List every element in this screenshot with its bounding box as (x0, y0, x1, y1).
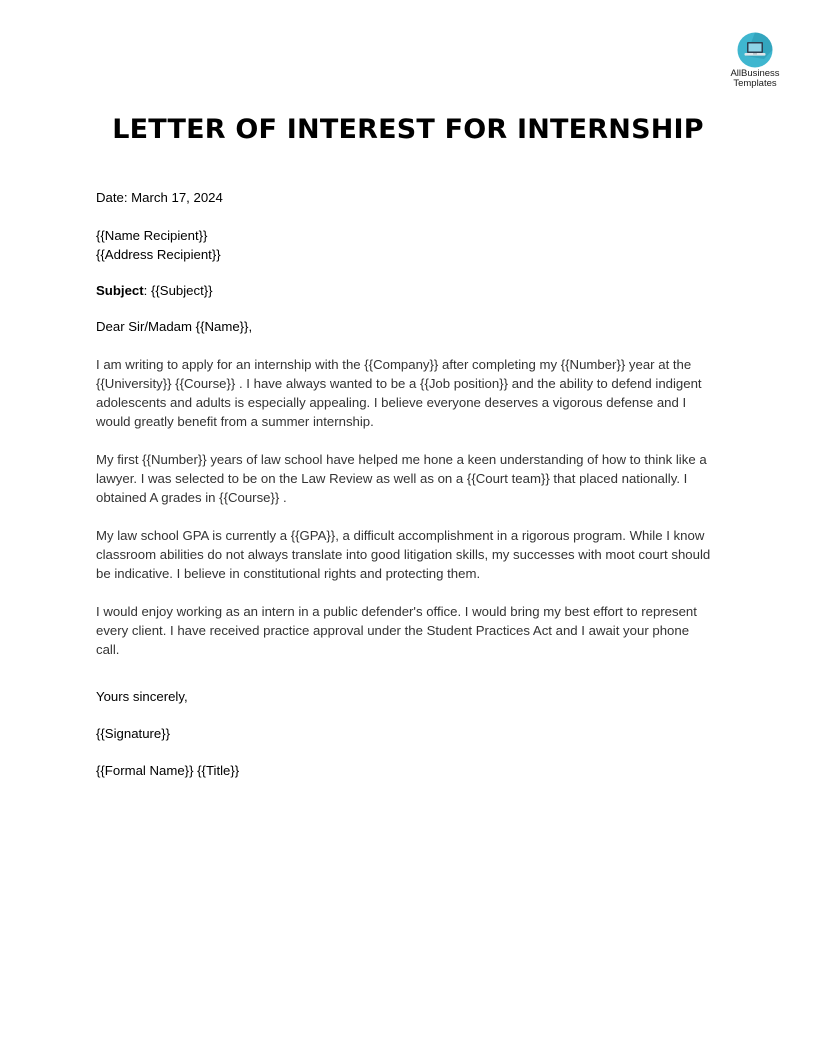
recipient-name: {{Name Recipient}} (96, 228, 208, 243)
subject-label: Subject (96, 283, 144, 298)
logo-line-1: AllBusiness (730, 68, 780, 79)
document-title: LETTER OF INTEREST FOR INTERNSHIP (112, 114, 704, 145)
laptop-icon (737, 32, 773, 68)
date-line: Date: March 17, 2024 (96, 190, 223, 205)
recipient-address: {{Address Recipient}} (96, 247, 221, 262)
paragraph-gpa: My law school GPA is currently a {{GPA}}, a difficult accomplishment in a rigorous program. While I know classroom abilities do not always translate into good litigation skills, my successes with moot court should be indicative. I believe in constitutional rights and protecting them. (96, 528, 711, 581)
paragraph-closing-request: I would enjoy working as an intern in a public defender's office. I would bring my best effort to represent every client. I have received practice approval under the Student Practices Act and I await your phone call. (96, 604, 697, 657)
signature-placeholder: {{Signature}} (96, 726, 171, 741)
allbusiness-templates-logo (722, 32, 788, 89)
letter-body (96, 188, 716, 780)
logo-line-2: Templates (733, 78, 777, 89)
paragraph-law-school: My first {{Number}} years of law school have helped me hone a keen understanding of how to think like a lawyer. I was selected to be on the Law Review as well as on a {{Court team}} that placed nationally. I obtained A grades in {{Course}} . (96, 452, 707, 505)
paragraph-intro: I am writing to apply for an internship with the {{Company}} after completing my {{Number}} year at the {{University}} {{Course}} . I have always wanted to be a {{Job position}} and the ability to defend indigent adolescents and adults is especially appealing. I believe everyone deserves a vigorous defense and I would greatly benefit from a summer internship. (96, 357, 702, 429)
formal-name-title: {{Formal Name}} {{Title}} (96, 763, 240, 778)
closing-line: Yours sincerely, (96, 689, 188, 704)
subject-line (96, 281, 716, 300)
subject-value: : {{Subject}} (143, 283, 213, 298)
salutation: Dear Sir/Madam {{Name}}, (96, 319, 253, 334)
logo-wordmark (722, 69, 788, 89)
recipient-block (96, 226, 716, 264)
